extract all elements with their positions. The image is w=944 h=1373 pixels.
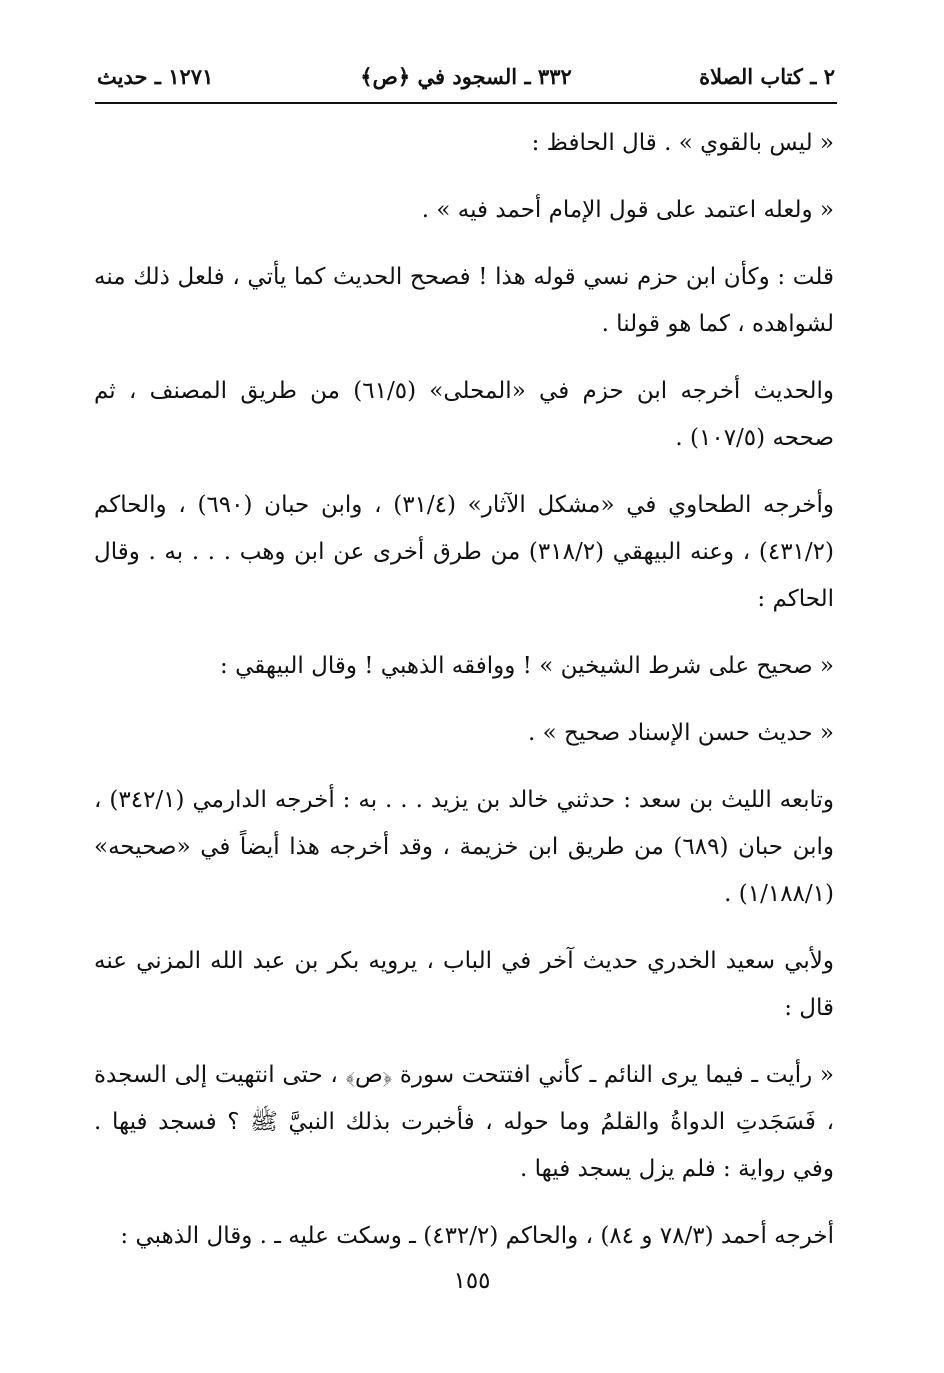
paragraph-quote: « ولعله اعتمد على قول الإمام أحمد فيه » .: [421, 197, 834, 223]
paragraph: ولأبي سعيد الخدري حديث آخر في الباب ، يرويه بكر بن عبد الله المزني عنه قال :: [94, 948, 834, 1021]
paragraph: أخرجه أحمد (٧٨/٣ و ٨٤) ، والحاكم (٤٣٢/٢) ـ وسكت عليه ـ . وقال الذهبي :: [120, 1223, 834, 1249]
paragraph: وتابعه الليث بن سعد : حدثني خالد بن يزيد . . . به : أخرجه الدارمي (٣٤٢/١) ، وابن حبان (٦٨٩) من طريق ابن خزيمة ، وقد أخرجه هذا أيضاً في «صحيحه» (١/١٨٨/١) .: [94, 787, 835, 907]
paragraph: قلت : وكأن ابن حزم نسي قوله هذا ! فصحح الحديث كما يأتي ، فلعل ذلك منه لشواهده ، كما هو قولنا .: [94, 264, 834, 337]
paragraph: والحديث أخرجه ابن حزم في «المحلى» (٦١/٥) من طريق المصنف ، ثم صححه (١٠٧/٥) .: [94, 378, 834, 451]
paragraph-quote: « حديث حسن الإسناد صحيح » .: [528, 720, 834, 746]
running-header: [95, 58, 837, 104]
header-hadith-number: ١٢٧١ ـ حديث: [97, 64, 214, 89]
header-book-title: ٢ ـ كتاب الصلاة: [699, 64, 835, 89]
paragraph-quote: « ليس بالقوي » . قال الحافظ :: [531, 130, 834, 156]
page-number: ١٥٥: [453, 1268, 491, 1294]
paragraph: وأخرجه الطحاوي في «مشكل الآثار» (٣١/٤) ، وابن حبان (٦٩٠) ، والحاكم (٤٣١/٢) ، وعنه البيهقي (٣١٨/٢) من طرق أخرى عن ابن وهب . . . به . وقال الحاكم :: [94, 492, 834, 612]
page-body: [94, 120, 834, 1280]
header-chapter-title: ٣٣٢ ـ السجود في ﴿ص﴾: [360, 64, 572, 89]
paragraph-quote: « صحيح على شرط الشيخين » ! ووافقه الذهبي ! وقال البيهقي :: [220, 653, 834, 679]
paragraph-quote: « رأيت ـ فيما يرى النائم ـ كأني افتتحت سورة ﴿ص﴾ ، حتى انتهيت إلى السجدة ، فَسَجَدتِ الدواةُ والقلمُ وما حوله ، فأخبرت بذلك النبيَّ ﷺ ؟ فسجد فيها . وفي رواية : فلم يزل يسجد فيها .: [94, 1062, 834, 1182]
